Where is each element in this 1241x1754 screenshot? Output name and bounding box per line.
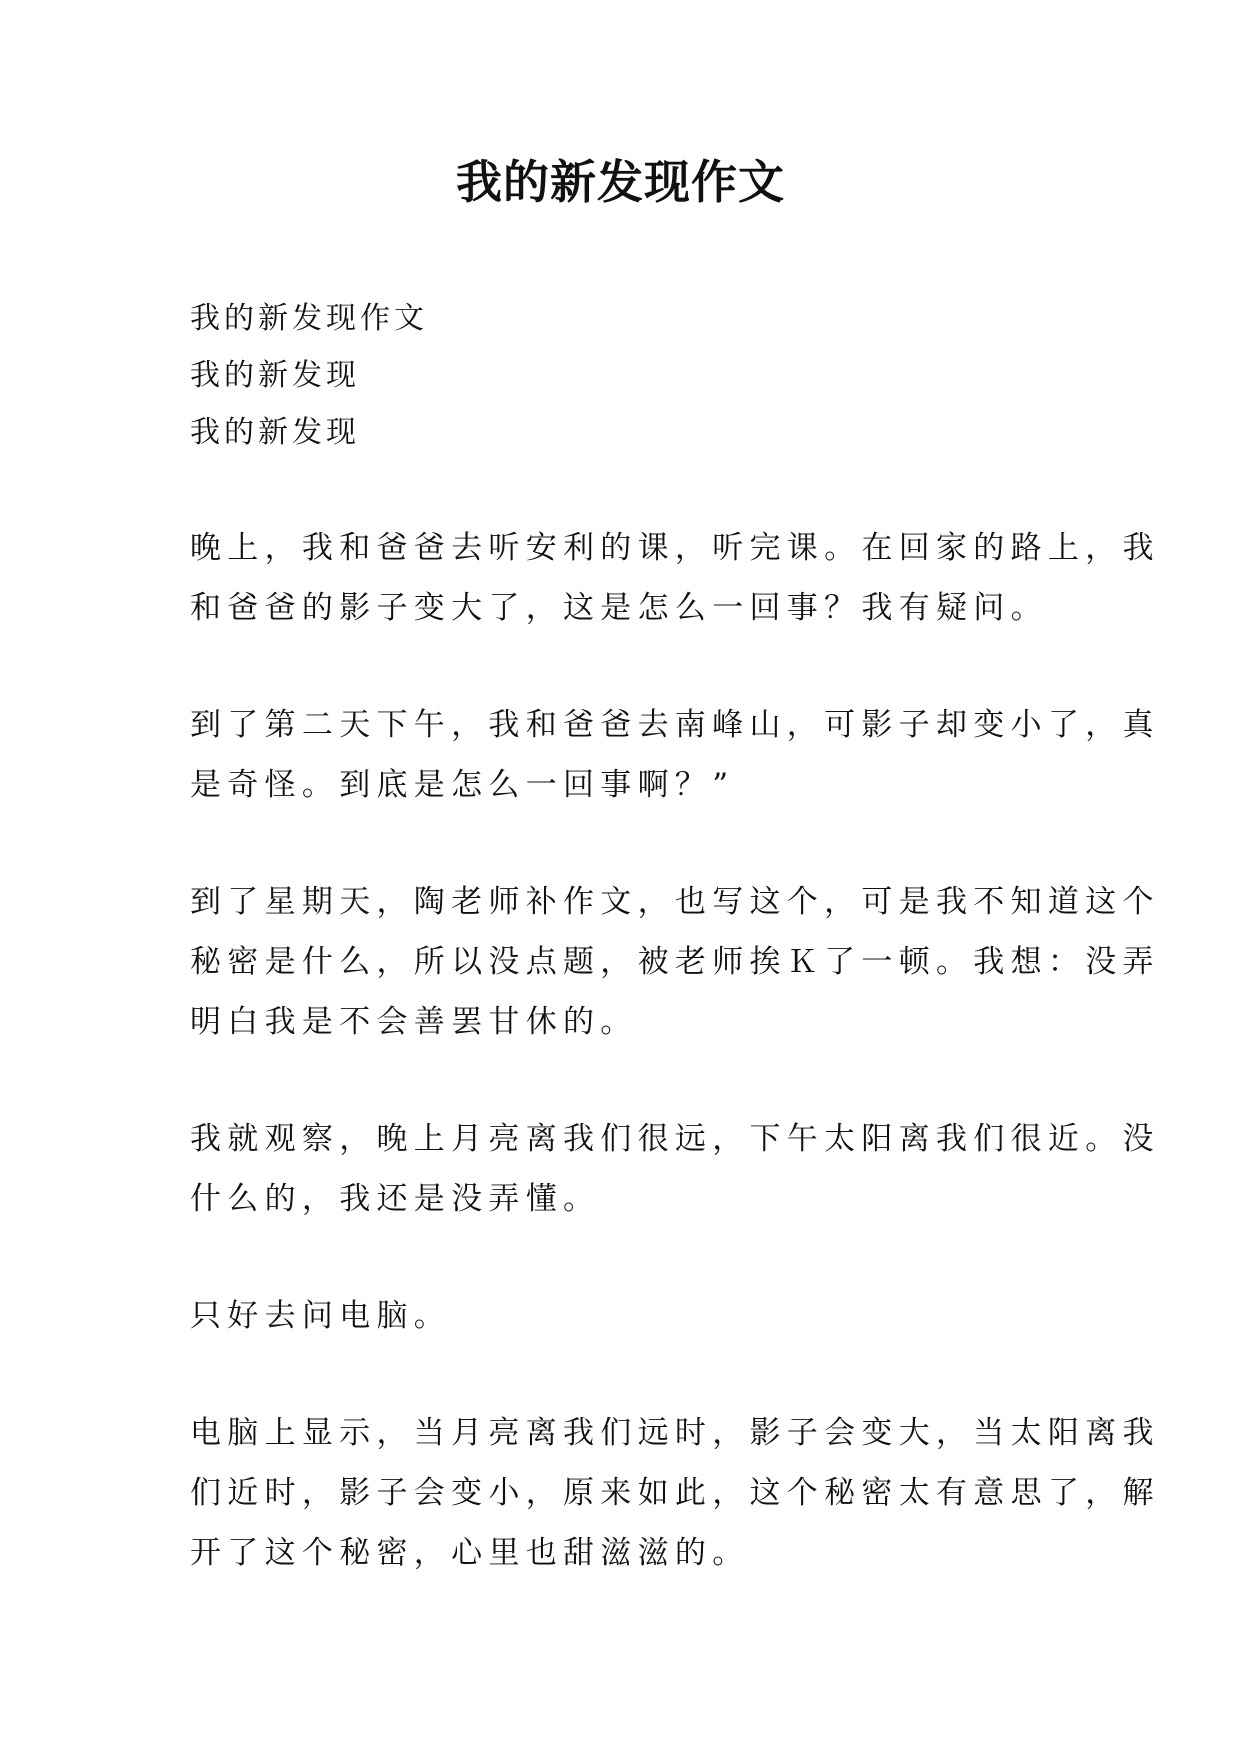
paragraph — [190, 1109, 1160, 1229]
paragraph-line: 和爸爸的影子变大了，这是怎么一回事？我有疑问。 — [190, 590, 1048, 626]
paragraph-line: 到了星期天，陶老师补作文，也写这个，可是我不知道这个 — [190, 884, 1160, 920]
paragraph-line: 开了这个秘密，心里也甜滋滋的。 — [190, 1535, 750, 1571]
document-body — [190, 290, 1160, 1583]
heading-line: 我的新发现 — [190, 415, 360, 450]
paragraph-line: 晚上，我和爸爸去听安利的课，听完课。在回家的路上，我 — [190, 530, 1160, 566]
heading-block — [190, 290, 1058, 461]
paragraph-line: 电脑上显示，当月亮离我们远时，影子会变大，当太阳离我 — [190, 1415, 1160, 1451]
paragraph-line: 只好去问电脑。 — [190, 1298, 452, 1334]
paragraph-line: 们近时，影子会变小，原来如此，这个秘密太有意思了，解 — [190, 1475, 1160, 1511]
paragraph-line: 是奇怪。到底是怎么一回事啊？” — [190, 767, 735, 803]
heading-line: 我的新发现作文 — [190, 301, 428, 336]
paragraph — [190, 518, 1160, 638]
heading-line: 我的新发现 — [190, 358, 360, 393]
paragraph-line: 秘密是什么，所以没点题，被老师挨Ｋ了一顿。我想：没弄 — [190, 944, 1160, 980]
paragraph-line: 到了第二天下午，我和爸爸去南峰山，可影子却变小了，真 — [190, 707, 1160, 743]
paragraph-line: 我就观察，晚上月亮离我们很远，下午太阳离我们很近。没 — [190, 1121, 1160, 1157]
paragraph — [190, 695, 1160, 815]
document-title: 我的新发现作文 — [456, 155, 785, 209]
paragraph — [190, 1286, 1058, 1346]
paragraph-line: 什么的，我还是没弄懂。 — [190, 1181, 601, 1217]
paragraph — [190, 1403, 1160, 1583]
paragraph — [190, 872, 1160, 1052]
paragraph-line: 明白我是不会善罢甘休的。 — [190, 1004, 638, 1040]
